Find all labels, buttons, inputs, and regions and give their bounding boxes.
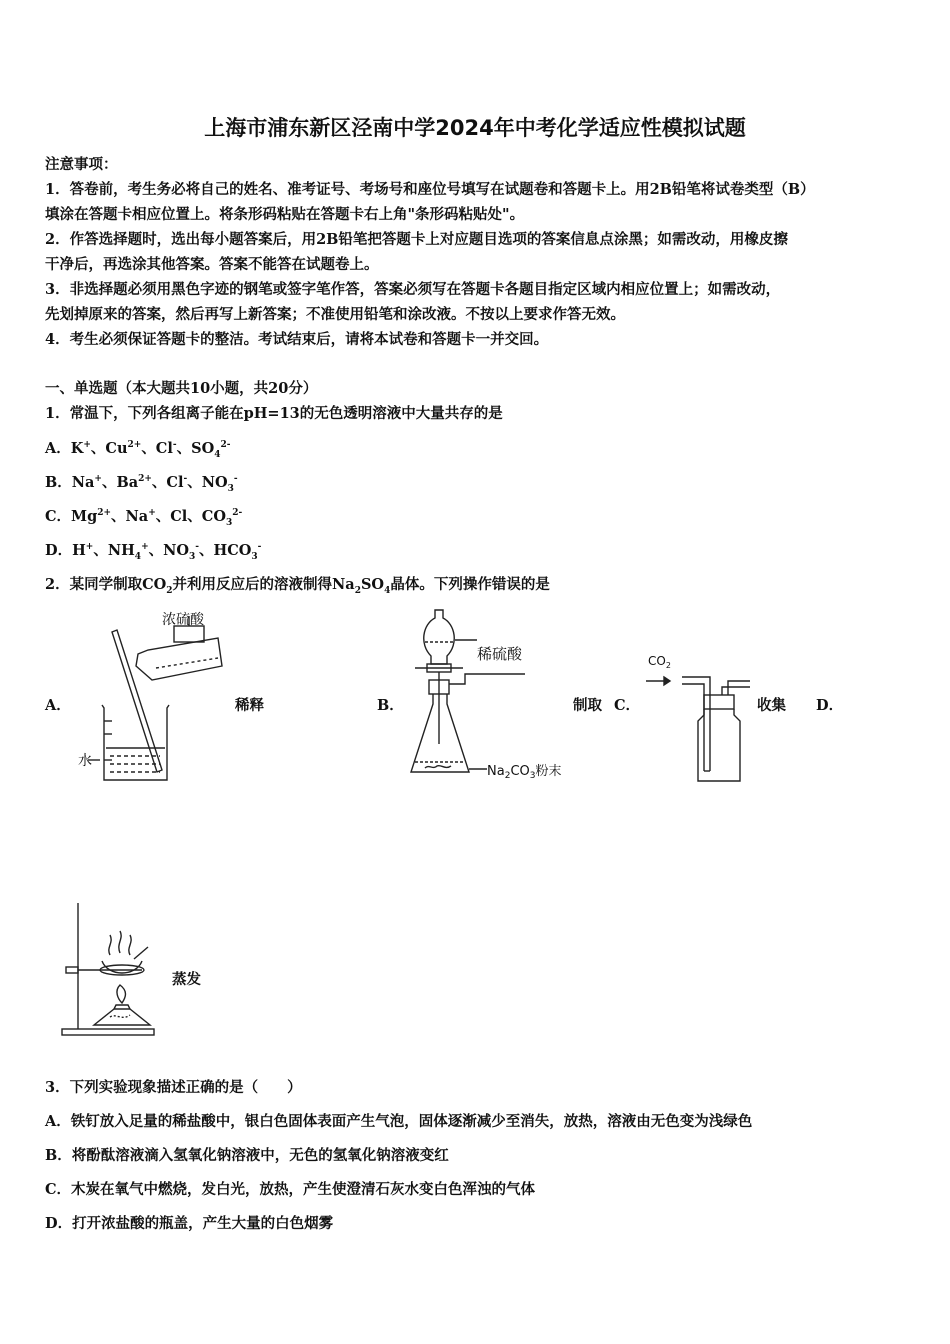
q2-caption-c: 收集 — [757, 697, 786, 714]
notice-line-7: 4．考生必须保证答题卡的整洁。考试结束后，请将本试卷和答题卡一并交回。 — [45, 331, 549, 348]
delivery-tube — [449, 674, 525, 684]
q2-caption-b: 制取 — [573, 697, 602, 714]
flame — [117, 985, 126, 1003]
q2-stem: 2．某同学制取$CO_2$并利用反应后的溶液制得$Na_2SO_4$晶体。下列操作错误的是 — [45, 576, 550, 596]
q1-option-d: D．H+、$NH_4^+$、$NO_3^-$、$HCO_3^-$ — [45, 542, 262, 562]
long-tube — [682, 677, 710, 719]
q2-label-a: A． — [45, 697, 71, 714]
steam — [109, 931, 131, 955]
figure-collection — [642, 645, 762, 785]
q2-label-c: C． — [614, 697, 641, 714]
dilute-acid-label: 稀硫酸 — [477, 645, 523, 663]
q1-option-c: C．$Mg^{2+}$、Na+、Cl、$CO_3^{2-}$ — [45, 508, 243, 528]
powder-label: $Na_2CO_3$粉末 — [487, 764, 562, 781]
q2-caption-a: 稀释 — [235, 697, 264, 714]
conical-flask — [411, 694, 469, 772]
q3-option-b: B．将酚酞溶液滴入氢氧化钠溶液中，无色的氢氧化钠溶液变红 — [45, 1147, 449, 1164]
reagent-bottle — [136, 638, 222, 680]
q3-stem: 3．下列实验现象描述正确的是（ ） — [45, 1079, 302, 1096]
q3-option-a: A．铁钉放入足量的稀盐酸中，银白色固体表面产生气泡，固体逐渐减少至消失，放热，溶液由无色变为浅绿色 — [45, 1113, 753, 1130]
page-title: 上海市浦东新区泾南中学2024年中考化学适应性模拟试题 — [204, 116, 746, 140]
figure-generation — [405, 604, 590, 789]
notice-line-1: 1．答卷前，考生务必将自己的姓名、准考证号、考场号和座位号填写在试题卷和答题卡上。用2B铅笔将试卷类型（B） — [45, 181, 815, 198]
q2-label-b: B． — [377, 697, 404, 714]
beaker-outline — [102, 705, 169, 780]
q1-option-a: A．K+、$Cu^{2+}$、Cl-、$SO_4^{2-}$ — [45, 440, 231, 460]
q1-option-b: B．Na+、$Ba^{2+}$、Cl-、$NO_3^-$ — [45, 474, 238, 494]
stirring-rod — [134, 947, 148, 959]
notice-line-4: 干净后，再选涂其他答案。答案不能答在试题卷上。 — [45, 256, 379, 273]
bottle-stopper — [704, 695, 734, 709]
notice-line-5: 3．非选择题必须用黑色字迹的钢笔或签字笔作答，答案必须写在答题卡各题目指定区域内相应位置上；如需改动， — [45, 281, 781, 298]
q3-option-d: D．打开浓盐酸的瓶盖，产生大量的白色烟雾 — [45, 1215, 334, 1232]
glass-rod — [112, 630, 162, 772]
q3-option-c: C．木炭在氧气中燃烧，发白光，放热，产生使澄清石灰水变白色浑浊的气体 — [45, 1181, 536, 1198]
water-label: 水 — [78, 753, 92, 769]
notice-line-2: 填涂在答题卡相应位置上。将条形码粘贴在答题卡右上角"条形码粘贴处"。 — [45, 206, 525, 223]
acid-label: 浓硫酸 — [162, 612, 204, 628]
figure-dilution — [70, 608, 230, 788]
q2-label-d: D． — [816, 697, 844, 714]
section-heading: 一、单选题（本大题共10小题，共20分） — [45, 380, 318, 397]
evaporating-dish — [102, 961, 142, 973]
bottle-label — [174, 626, 204, 642]
notice-heading: 注意事项： — [45, 156, 118, 173]
q2-caption-d: 蒸发 — [172, 971, 201, 988]
notice-line-3: 2．作答选择题时，选出每小题答案后，用2B铅笔把答题卡上对应题目选项的答案信息点涂黑；如需改动，用橡皮擦 — [45, 231, 788, 248]
notice-line-6: 先划掉原来的答案，然后再写上新答案；不准使用铅笔和涂改液。不按以上要求作答无效。 — [45, 306, 625, 323]
q1-stem: 1．常温下，下列各组离子能在pH=13的无色透明溶液中大量共存的是 — [45, 405, 503, 422]
separatory-funnel — [424, 610, 454, 664]
iron-stand-base — [62, 1029, 154, 1035]
co2-label: $CO_2$ — [648, 654, 671, 670]
figure-evaporation — [58, 895, 168, 1040]
